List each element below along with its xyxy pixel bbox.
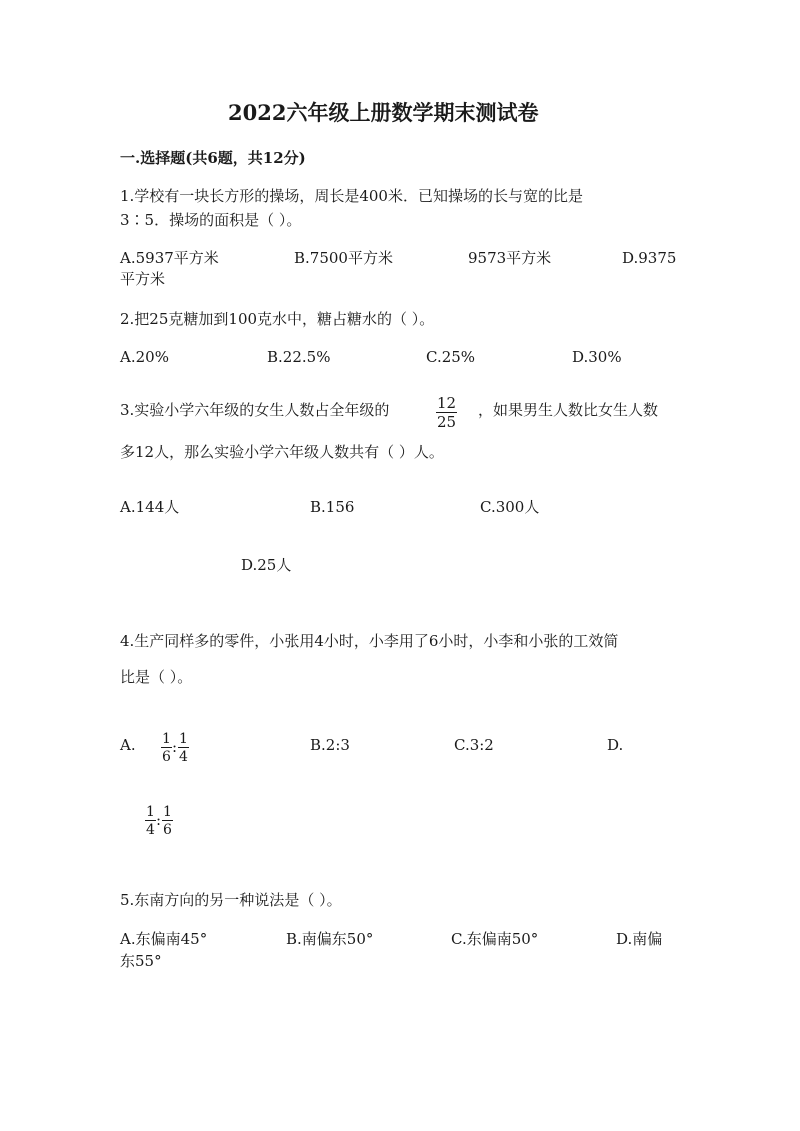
question-4-option-d-label: D.	[607, 736, 624, 754]
question-4-option-d-fraction-2	[162, 805, 173, 837]
question-5-option-d: D.南偏	[616, 930, 663, 948]
fraction-numerator: 1	[179, 731, 188, 747]
question-3-line-2: 多12人，那么实验小学六年级人数共有（ ）人。	[120, 443, 444, 461]
question-4-option-a-label: A.	[120, 736, 136, 754]
question-3-option-b: B.156	[310, 498, 355, 516]
question-1-line-1: 1.学校有一块长方形的操场，周长是400米．已知操场的长与宽的比是	[120, 187, 583, 205]
ratio-separator: :	[172, 738, 178, 756]
question-4-option-a-fraction-1	[161, 732, 172, 764]
question-5-text: 5.东南方向的另一种说法是（ ）。	[120, 891, 342, 909]
fraction-denominator: 25	[437, 413, 457, 431]
question-1-option-d: D.9375	[622, 249, 677, 267]
question-1-option-d-continued: 平方米	[120, 270, 166, 288]
fraction-denominator: 4	[146, 822, 155, 838]
question-1-option-b: B.7500平方米	[294, 249, 393, 267]
question-3-option-c: C.300人	[480, 498, 540, 516]
question-5-option-a: A.东偏南45°	[120, 930, 208, 948]
fraction-numerator: 1	[162, 731, 171, 747]
question-1-option-c: 9573平方米	[468, 249, 552, 267]
page-title: 2022六年级上册数学期末测试卷	[228, 100, 539, 125]
question-4-option-d-fraction-1	[145, 805, 156, 837]
question-3-line-1-start: 3.实验小学六年级的女生人数占全年级的	[120, 401, 390, 419]
question-3-option-d: D.25人	[241, 556, 292, 574]
ratio-separator: :	[156, 811, 162, 829]
fraction-numerator: 1	[146, 804, 155, 820]
question-5-option-b: B.南偏东50°	[286, 930, 374, 948]
question-1-line-2: 3∶5．操场的面积是（ ）。	[120, 211, 302, 229]
question-2-option-d: D.30%	[572, 348, 622, 366]
question-4-line-1: 4.生产同样多的零件，小张用4小时，小李用了6小时，小李和小张的工效简	[120, 632, 619, 650]
question-4-line-2: 比是（ ）。	[120, 668, 193, 686]
question-2-option-a: A.20%	[120, 348, 169, 366]
question-2-option-b: B.22.5%	[267, 348, 331, 366]
question-3-option-a: A.144人	[120, 498, 180, 516]
fraction-denominator: 6	[162, 749, 171, 765]
fraction-numerator: 12	[437, 394, 457, 412]
question-4-option-a-fraction-2	[178, 732, 189, 764]
fraction-denominator: 4	[179, 749, 188, 765]
question-4-option-c: C.3:2	[454, 736, 494, 754]
question-5-option-c: C.东偏南50°	[451, 930, 539, 948]
fraction-denominator: 6	[163, 822, 172, 838]
fraction-numerator: 1	[163, 804, 172, 820]
question-2-option-c: C.25%	[426, 348, 476, 366]
question-2-text: 2.把25克糖加到100克水中，糖占糖水的（ ）。	[120, 310, 435, 328]
question-5-option-d-continued: 东55°	[120, 952, 162, 970]
question-3-fraction	[436, 396, 457, 430]
question-3-line-1-end: ，如果男生人数比女生人数	[478, 401, 659, 419]
question-4-option-b: B.2:3	[310, 736, 350, 754]
section-heading: 一.选择题(共6题，共12分)	[120, 149, 306, 167]
question-1-option-a: A.5937平方米	[120, 249, 219, 267]
